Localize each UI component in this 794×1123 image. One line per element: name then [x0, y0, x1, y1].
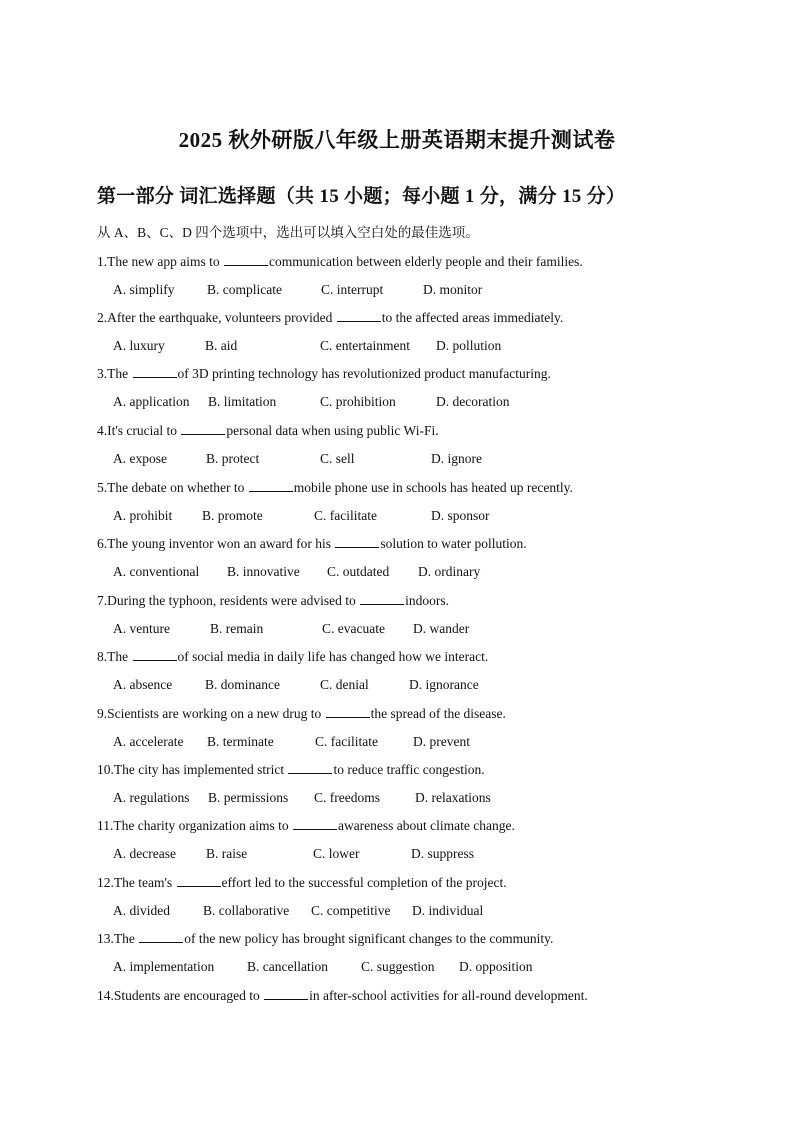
question-text-after: solution to water pollution.: [380, 536, 527, 551]
answer-blank: [133, 649, 177, 661]
option-c: C. prohibition: [320, 394, 396, 409]
option-b: B. innovative: [227, 564, 300, 579]
question-text-after: indoors.: [405, 593, 449, 608]
question-text-before: 10.The city has implemented strict: [97, 762, 288, 777]
option-b: B. dominance: [205, 677, 280, 692]
option-d: D. ignore: [431, 451, 482, 466]
option-d: D. suppress: [411, 846, 474, 861]
option-a: A. decrease: [113, 846, 176, 861]
answer-blank: [264, 988, 308, 1000]
answer-blank: [224, 254, 268, 266]
answer-blank: [249, 480, 293, 492]
question-text-before: 4.It's crucial to: [97, 423, 181, 438]
option-a: A. absence: [113, 677, 173, 692]
option-d: D. relaxations: [415, 790, 491, 805]
question-4: [97, 423, 439, 439]
question-text-after: of social media in daily life has changed how we interact.: [177, 649, 489, 664]
question-text-after: the spread of the disease.: [370, 706, 506, 721]
option-c: C. outdated: [327, 564, 390, 579]
answer-blank: [360, 593, 404, 605]
question-text-before: 2.After the earthquake, volunteers provided: [97, 310, 336, 325]
answer-blank: [133, 366, 177, 378]
question-text-after: of the new policy has brought significant changes to the community.: [184, 931, 554, 946]
option-d: D. prevent: [413, 734, 470, 749]
question-13: [97, 931, 553, 947]
option-a: A. regulations: [113, 790, 190, 805]
option-a: A. application: [113, 394, 190, 409]
answer-blank: [139, 931, 183, 943]
question-11: [97, 818, 515, 834]
question-14: [97, 988, 588, 1004]
question-text-before: 8.The: [97, 649, 132, 664]
question-text-before: 5.The debate on whether to: [97, 480, 248, 495]
question-text-before: 3.The: [97, 366, 132, 381]
option-a: A. conventional: [113, 564, 200, 579]
option-c: C. lower: [313, 846, 360, 861]
option-b: B. promote: [202, 508, 263, 523]
option-c: C. competitive: [311, 903, 391, 918]
option-c: C. freedoms: [314, 790, 380, 805]
option-d: D. individual: [412, 903, 484, 918]
option-b: B. collaborative: [203, 903, 290, 918]
option-a: A. accelerate: [113, 734, 184, 749]
option-b: B. complicate: [207, 282, 282, 297]
answer-blank: [337, 310, 381, 322]
option-c: C. facilitate: [314, 508, 377, 523]
option-a: A. expose: [113, 451, 167, 466]
option-a: A. prohibit: [113, 508, 173, 523]
answer-blank: [293, 818, 337, 830]
question-text-before: 9.Scientists are working on a new drug to: [97, 706, 325, 721]
section-heading: 第一部分 词汇选择题（共 15 小题；每小题 1 分，满分 15 分）: [97, 186, 626, 207]
option-d: D. ordinary: [418, 564, 481, 579]
answer-blank: [177, 875, 221, 887]
option-d: D. wander: [413, 621, 470, 636]
option-a: A. venture: [113, 621, 170, 636]
question-text-after: in after-school activities for all-round development.: [309, 988, 588, 1003]
section-instructions: 从 A、B、C、D 四个选项中，选出可以填入空白处的最佳选项。: [97, 225, 479, 240]
question-3: [97, 366, 551, 382]
answer-blank: [335, 536, 379, 548]
question-text-after: personal data when using public Wi-Fi.: [226, 423, 439, 438]
question-text-before: 1.The new app aims to: [97, 254, 223, 269]
question-text-after: awareness about climate change.: [337, 818, 515, 833]
question-text-before: 6.The young inventor won an award for his: [97, 536, 335, 551]
question-12: [97, 875, 507, 891]
question-8: [97, 649, 488, 665]
option-d: D. sponsor: [431, 508, 490, 523]
question-7: [97, 593, 449, 609]
question-text-before: 11.The charity organization aims to: [97, 818, 292, 833]
option-d: D. opposition: [459, 959, 533, 974]
option-a: A. simplify: [113, 282, 175, 297]
option-c: C. sell: [320, 451, 355, 466]
option-d: D. monitor: [423, 282, 483, 297]
option-d: D. ignorance: [409, 677, 479, 692]
question-text-before: 14.Students are encouraged to: [97, 988, 264, 1003]
option-d: D. pollution: [436, 338, 502, 353]
option-b: B. protect: [206, 451, 260, 466]
question-text-after: effort led to the successful completion of the project.: [221, 875, 507, 890]
question-text-after: communication between elderly people and their families.: [268, 254, 583, 269]
question-5: [97, 480, 573, 496]
option-c: C. facilitate: [315, 734, 378, 749]
option-b: B. permissions: [208, 790, 289, 805]
question-1: [97, 254, 583, 270]
option-c: C. entertainment: [320, 338, 410, 353]
option-b: B. aid: [205, 338, 238, 353]
answer-blank: [326, 706, 370, 718]
question-10: [97, 762, 485, 778]
option-b: B. limitation: [208, 394, 277, 409]
option-b: B. cancellation: [247, 959, 328, 974]
question-9: [97, 706, 506, 722]
option-a: A. divided: [113, 903, 170, 918]
answer-blank: [288, 762, 332, 774]
exam-title: 2025 秋外研版八年级上册英语期末提升测试卷: [178, 128, 616, 152]
option-b: B. terminate: [207, 734, 274, 749]
option-c: C. suggestion: [361, 959, 435, 974]
question-text-after: mobile phone use in schools has heated up recently.: [293, 480, 573, 495]
question-2: [97, 310, 563, 326]
question-text-after: of 3D printing technology has revolutionized product manufacturing.: [177, 366, 551, 381]
question-6: [97, 536, 527, 552]
option-c: C. interrupt: [321, 282, 384, 297]
option-d: D. decoration: [436, 394, 510, 409]
option-c: C. evacuate: [322, 621, 385, 636]
option-c: C. denial: [320, 677, 369, 692]
question-text-before: 7.During the typhoon, residents were advised to: [97, 593, 360, 608]
question-text-before: 13.The: [97, 931, 139, 946]
option-a: A. luxury: [113, 338, 165, 353]
option-b: B. raise: [206, 846, 248, 861]
option-a: A. implementation: [113, 959, 215, 974]
question-text-after: to reduce traffic congestion.: [333, 762, 485, 777]
question-text-before: 12.The team's: [97, 875, 176, 890]
question-text-after: to the affected areas immediately.: [381, 310, 564, 325]
option-b: B. remain: [210, 621, 264, 636]
answer-blank: [181, 423, 225, 435]
